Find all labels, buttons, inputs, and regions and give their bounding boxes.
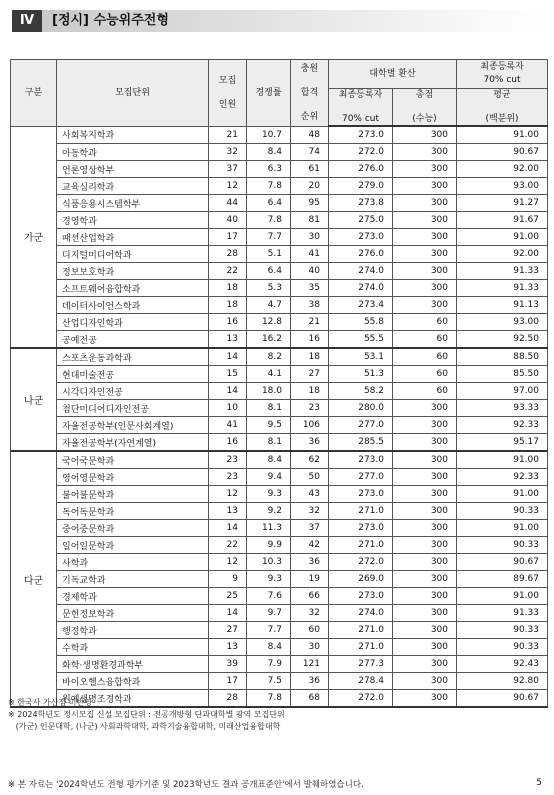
group-label: 다군 (11, 451, 57, 707)
value-cell: 32 (209, 144, 247, 161)
value-cell: 300 (393, 622, 457, 639)
value-cell: 7.6 (247, 588, 291, 605)
value-cell: 274.0 (329, 605, 393, 622)
value-cell: 300 (393, 195, 457, 212)
header-university-convert: 대학별 환산 (329, 60, 457, 89)
unit-name-cell: 스포츠운동과학과 (57, 348, 209, 366)
value-cell: 12 (209, 554, 247, 571)
unit-name-cell: 경제학과 (57, 588, 209, 605)
value-cell: 7.8 (247, 178, 291, 195)
value-cell: 30 (291, 229, 329, 246)
value-cell: 36 (291, 673, 329, 690)
value-cell: 89.67 (457, 571, 548, 588)
table-body (11, 126, 548, 707)
value-cell: 14 (209, 520, 247, 537)
page-number: 5 (536, 778, 542, 788)
unit-name-cell: 패션산업학과 (57, 229, 209, 246)
value-cell: 60 (393, 314, 457, 331)
value-cell: 300 (393, 673, 457, 690)
value-cell: 300 (393, 212, 457, 229)
unit-name-cell: 현대미술전공 (57, 366, 209, 383)
value-cell: 7.8 (247, 212, 291, 229)
value-cell: 20 (291, 178, 329, 195)
header-cut-avg: 평균 (백분위) (457, 89, 548, 127)
unit-name-cell: 산업디자인학과 (57, 314, 209, 331)
unit-name-cell: 소프트웨어융합학과 (57, 280, 209, 297)
value-cell: 273.0 (329, 451, 393, 469)
value-cell: 35 (291, 280, 329, 297)
value-cell: 66 (291, 588, 329, 605)
value-cell: 18 (209, 280, 247, 297)
value-cell: 92.50 (457, 331, 548, 349)
value-cell: 8.1 (247, 400, 291, 417)
value-cell: 92.33 (457, 417, 548, 434)
table-row (11, 126, 548, 144)
value-cell: 272.0 (329, 690, 393, 708)
value-cell: 91.13 (457, 297, 548, 314)
value-cell: 61 (291, 161, 329, 178)
value-cell: 300 (393, 144, 457, 161)
value-cell: 18 (291, 348, 329, 366)
value-cell: 9.9 (247, 537, 291, 554)
unit-name-cell: 사회복지학과 (57, 126, 209, 144)
unit-name-cell: 불어불문학과 (57, 486, 209, 503)
value-cell: 37 (291, 520, 329, 537)
value-cell: 55.8 (329, 314, 393, 331)
note: (가군) 인문대학, (나군) 사회과학대학, 과학기술융합대학, 미래산업융합대학 (8, 722, 281, 731)
value-cell: 278.4 (329, 673, 393, 690)
table-row (11, 469, 548, 486)
value-cell: 273.8 (329, 195, 393, 212)
value-cell: 272.0 (329, 144, 393, 161)
value-cell: 90.33 (457, 503, 548, 520)
value-cell: 30 (291, 639, 329, 656)
value-cell: 92.00 (457, 246, 548, 263)
value-cell: 9.5 (247, 417, 291, 434)
table-row (11, 451, 548, 469)
unit-name-cell: 경영학과 (57, 212, 209, 229)
header-extra-rank: 충원 합격 순위 (291, 60, 329, 127)
value-cell: 12 (209, 486, 247, 503)
value-cell: 91.27 (457, 195, 548, 212)
value-cell: 9.3 (247, 486, 291, 503)
value-cell: 4.7 (247, 297, 291, 314)
unit-name-cell: 자율전공학부(인문사회계열) (57, 417, 209, 434)
unit-name-cell: 화학·생명환경과학부 (57, 656, 209, 673)
table-row (11, 554, 548, 571)
value-cell: 7.9 (247, 656, 291, 673)
value-cell: 23 (209, 469, 247, 486)
header-quota: 모집 인원 (209, 60, 247, 127)
unit-name-cell: 독어독문학과 (57, 503, 209, 520)
table-row (11, 331, 548, 349)
value-cell: 7.5 (247, 673, 291, 690)
table-row (11, 314, 548, 331)
table-row (11, 246, 548, 263)
table-row (11, 503, 548, 520)
value-cell: 300 (393, 229, 457, 246)
value-cell: 5.3 (247, 280, 291, 297)
value-cell: 8.2 (247, 348, 291, 366)
value-cell: 91.00 (457, 229, 548, 246)
value-cell: 91.33 (457, 605, 548, 622)
value-cell: 6.4 (247, 263, 291, 280)
value-cell: 8.4 (247, 144, 291, 161)
value-cell: 285.5 (329, 434, 393, 452)
value-cell: 60 (393, 383, 457, 400)
value-cell: 279.0 (329, 178, 393, 195)
value-cell: 14 (209, 383, 247, 400)
value-cell: 271.0 (329, 503, 393, 520)
value-cell: 300 (393, 571, 457, 588)
value-cell: 88.50 (457, 348, 548, 366)
value-cell: 85.50 (457, 366, 548, 383)
value-cell: 274.0 (329, 263, 393, 280)
value-cell: 93.00 (457, 314, 548, 331)
value-cell: 32 (291, 503, 329, 520)
unit-name-cell: 아동학과 (57, 144, 209, 161)
value-cell: 13 (209, 639, 247, 656)
value-cell: 91.33 (457, 280, 548, 297)
value-cell: 19 (291, 571, 329, 588)
value-cell: 273.4 (329, 297, 393, 314)
table-row (11, 537, 548, 554)
value-cell: 43 (291, 486, 329, 503)
note: ※ 2024학년도 정시모집 신설 모집단위 : 전공개방형 단과대학별 광역 모집단위 (8, 710, 285, 719)
header-total: 총점 (수능) (393, 89, 457, 127)
value-cell: 40 (209, 212, 247, 229)
value-cell: 10.7 (247, 126, 291, 144)
value-cell: 300 (393, 486, 457, 503)
value-cell: 10 (209, 400, 247, 417)
value-cell: 277.0 (329, 469, 393, 486)
value-cell: 60 (291, 622, 329, 639)
value-cell: 16 (209, 314, 247, 331)
value-cell: 8.4 (247, 451, 291, 469)
table-row (11, 434, 548, 452)
value-cell: 97.00 (457, 383, 548, 400)
value-cell: 25 (209, 588, 247, 605)
value-cell: 300 (393, 605, 457, 622)
value-cell: 7.7 (247, 622, 291, 639)
value-cell: 95 (291, 195, 329, 212)
value-cell: 272.0 (329, 554, 393, 571)
value-cell: 273.0 (329, 588, 393, 605)
value-cell: 60 (393, 366, 457, 383)
notes (8, 697, 285, 733)
value-cell: 39 (209, 656, 247, 673)
unit-name-cell: 일어일문학과 (57, 537, 209, 554)
value-cell: 9.7 (247, 605, 291, 622)
value-cell: 300 (393, 656, 457, 673)
table-row (11, 263, 548, 280)
table-row (11, 605, 548, 622)
admission-results-table (10, 59, 548, 708)
table-row (11, 571, 548, 588)
value-cell: 21 (291, 314, 329, 331)
value-cell: 93.33 (457, 400, 548, 417)
value-cell: 53.1 (329, 348, 393, 366)
value-cell: 9.4 (247, 469, 291, 486)
value-cell: 273.0 (329, 229, 393, 246)
value-cell: 7.7 (247, 229, 291, 246)
table-row (11, 673, 548, 690)
unit-name-cell: 원예생명조경학과 (57, 690, 209, 708)
value-cell: 17 (209, 229, 247, 246)
table-row (11, 639, 548, 656)
value-cell: 16.2 (247, 331, 291, 349)
value-cell: 6.4 (247, 195, 291, 212)
value-cell: 32 (291, 605, 329, 622)
value-cell: 23 (291, 400, 329, 417)
table-row (11, 486, 548, 503)
value-cell: 274.0 (329, 280, 393, 297)
value-cell: 48 (291, 126, 329, 144)
value-cell: 81 (291, 212, 329, 229)
value-cell: 277.0 (329, 417, 393, 434)
value-cell: 280.0 (329, 400, 393, 417)
value-cell: 68 (291, 690, 329, 708)
unit-name-cell: 시각디자인전공 (57, 383, 209, 400)
value-cell: 44 (209, 195, 247, 212)
value-cell: 23 (209, 451, 247, 469)
unit-name-cell: 바이오헬스융합학과 (57, 673, 209, 690)
value-cell: 8.1 (247, 434, 291, 452)
unit-name-cell: 기독교학과 (57, 571, 209, 588)
value-cell: 269.0 (329, 571, 393, 588)
group-label: 나군 (11, 348, 57, 451)
section-number: Ⅳ (12, 10, 42, 32)
value-cell: 300 (393, 537, 457, 554)
value-cell: 95.17 (457, 434, 548, 452)
value-cell: 60 (393, 348, 457, 366)
value-cell: 50 (291, 469, 329, 486)
unit-name-cell: 첨단미디어디자인전공 (57, 400, 209, 417)
value-cell: 300 (393, 554, 457, 571)
value-cell: 28 (209, 690, 247, 708)
value-cell: 51.3 (329, 366, 393, 383)
header-ratio: 경쟁률 (247, 60, 291, 127)
header-cut-top: 최종등록자 70% cut (457, 60, 548, 89)
value-cell: 41 (209, 417, 247, 434)
value-cell: 41 (291, 246, 329, 263)
value-cell: 271.0 (329, 622, 393, 639)
value-cell: 37 (209, 161, 247, 178)
section-header (12, 10, 542, 32)
value-cell: 5.1 (247, 246, 291, 263)
note: ※ 한국사 가산점 미반영 (8, 698, 92, 707)
value-cell: 300 (393, 639, 457, 656)
value-cell: 277.3 (329, 656, 393, 673)
table-row (11, 161, 548, 178)
value-cell: 40 (291, 263, 329, 280)
value-cell: 36 (291, 554, 329, 571)
value-cell: 91.33 (457, 263, 548, 280)
value-cell: 9.3 (247, 571, 291, 588)
value-cell: 9.2 (247, 503, 291, 520)
unit-name-cell: 중어중문학과 (57, 520, 209, 537)
unit-name-cell: 식품응용시스템학부 (57, 195, 209, 212)
value-cell: 27 (291, 366, 329, 383)
unit-name-cell: 자율전공학부(자연계열) (57, 434, 209, 452)
value-cell: 14 (209, 605, 247, 622)
value-cell: 300 (393, 246, 457, 263)
value-cell: 271.0 (329, 537, 393, 554)
value-cell: 12 (209, 178, 247, 195)
value-cell: 91.00 (457, 451, 548, 469)
value-cell: 6.3 (247, 161, 291, 178)
value-cell: 10.3 (247, 554, 291, 571)
unit-name-cell: 데이터사이언스학과 (57, 297, 209, 314)
value-cell: 92.43 (457, 656, 548, 673)
unit-name-cell: 수학과 (57, 639, 209, 656)
value-cell: 276.0 (329, 161, 393, 178)
table-row (11, 656, 548, 673)
value-cell: 74 (291, 144, 329, 161)
group-label: 가군 (11, 126, 57, 348)
unit-name-cell: 문헌정보학과 (57, 605, 209, 622)
value-cell: 18 (209, 297, 247, 314)
value-cell: 300 (393, 400, 457, 417)
unit-name-cell: 행정학과 (57, 622, 209, 639)
unit-name-cell: 사학과 (57, 554, 209, 571)
value-cell: 9 (209, 571, 247, 588)
value-cell: 91.00 (457, 126, 548, 144)
value-cell: 273.0 (329, 486, 393, 503)
value-cell: 276.0 (329, 246, 393, 263)
value-cell: 22 (209, 263, 247, 280)
value-cell: 275.0 (329, 212, 393, 229)
value-cell: 58.2 (329, 383, 393, 400)
value-cell: 15 (209, 366, 247, 383)
value-cell: 42 (291, 537, 329, 554)
header-unit: 모집단위 (57, 60, 209, 127)
value-cell: 90.33 (457, 537, 548, 554)
value-cell: 60 (393, 331, 457, 349)
value-cell: 300 (393, 126, 457, 144)
value-cell: 271.0 (329, 639, 393, 656)
value-cell: 300 (393, 520, 457, 537)
value-cell: 28 (209, 246, 247, 263)
table-row (11, 280, 548, 297)
table-row (11, 520, 548, 537)
unit-name-cell: 언론영상학부 (57, 161, 209, 178)
value-cell: 300 (393, 451, 457, 469)
value-cell: 90.33 (457, 622, 548, 639)
value-cell: 91.00 (457, 520, 548, 537)
value-cell: 55.5 (329, 331, 393, 349)
value-cell: 300 (393, 690, 457, 708)
value-cell: 300 (393, 263, 457, 280)
value-cell: 38 (291, 297, 329, 314)
unit-name-cell: 국어국문학과 (57, 451, 209, 469)
unit-name-cell: 영어영문학과 (57, 469, 209, 486)
value-cell: 90.67 (457, 554, 548, 571)
value-cell: 90.67 (457, 690, 548, 708)
value-cell: 62 (291, 451, 329, 469)
value-cell: 14 (209, 348, 247, 366)
value-cell: 300 (393, 178, 457, 195)
unit-name-cell: 정보보호학과 (57, 263, 209, 280)
value-cell: 21 (209, 126, 247, 144)
value-cell: 13 (209, 503, 247, 520)
section-title: [정시] 수능위주전형 (52, 13, 169, 28)
table-row (11, 348, 548, 366)
value-cell: 4.1 (247, 366, 291, 383)
value-cell: 300 (393, 469, 457, 486)
value-cell: 36 (291, 434, 329, 452)
table-row (11, 588, 548, 605)
value-cell: 17 (209, 673, 247, 690)
value-cell: 16 (209, 434, 247, 452)
value-cell: 300 (393, 280, 457, 297)
value-cell: 16 (291, 331, 329, 349)
value-cell: 273.0 (329, 520, 393, 537)
value-cell: 106 (291, 417, 329, 434)
header-cut70: 최종등록자 70% cut (329, 89, 393, 127)
source-footer: ※ 본 자료는 '2024학년도 전형 평가기준 및 2023학년도 결과 공개표준안'에서 발췌하였습니다. (8, 780, 364, 790)
unit-name-cell: 디지털미디어학과 (57, 246, 209, 263)
value-cell: 91.00 (457, 486, 548, 503)
table-row (11, 366, 548, 383)
value-cell: 93.00 (457, 178, 548, 195)
value-cell: 300 (393, 417, 457, 434)
value-cell: 300 (393, 161, 457, 178)
value-cell: 27 (209, 622, 247, 639)
value-cell: 22 (209, 537, 247, 554)
value-cell: 13 (209, 331, 247, 349)
table-row (11, 622, 548, 639)
value-cell: 92.33 (457, 469, 548, 486)
value-cell: 273.0 (329, 126, 393, 144)
table-row (11, 178, 548, 195)
value-cell: 300 (393, 297, 457, 314)
value-cell: 18 (291, 383, 329, 400)
value-cell: 91.00 (457, 588, 548, 605)
table-row (11, 144, 548, 161)
table-row (11, 417, 548, 434)
table-row (11, 297, 548, 314)
value-cell: 11.3 (247, 520, 291, 537)
value-cell: 91.67 (457, 212, 548, 229)
value-cell: 92.80 (457, 673, 548, 690)
value-cell: 12.8 (247, 314, 291, 331)
table-row (11, 400, 548, 417)
value-cell: 90.67 (457, 144, 548, 161)
value-cell: 8.4 (247, 639, 291, 656)
value-cell: 7.8 (247, 690, 291, 708)
unit-name-cell: 교육심리학과 (57, 178, 209, 195)
value-cell: 92.00 (457, 161, 548, 178)
table-row (11, 383, 548, 400)
table-row (11, 229, 548, 246)
value-cell: 300 (393, 434, 457, 452)
value-cell: 18.0 (247, 383, 291, 400)
value-cell: 300 (393, 588, 457, 605)
table-row (11, 195, 548, 212)
value-cell: 90.33 (457, 639, 548, 656)
value-cell: 121 (291, 656, 329, 673)
header-gubun: 구분 (11, 60, 57, 127)
table-row (11, 212, 548, 229)
unit-name-cell: 공예전공 (57, 331, 209, 349)
value-cell: 300 (393, 503, 457, 520)
